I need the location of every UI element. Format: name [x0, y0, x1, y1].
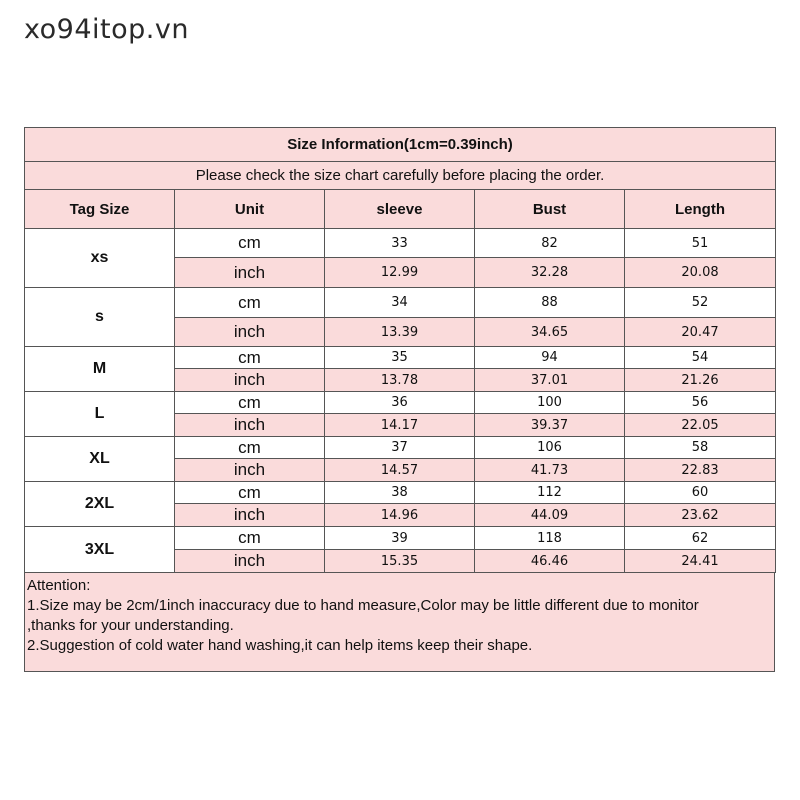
attention-box — [24, 573, 775, 672]
length-value-cell: 22.83 — [625, 459, 776, 482]
sleeve-value-cell: 14.17 — [325, 414, 475, 437]
size-row-cm — [25, 288, 776, 318]
bust-value-cell: 82 — [475, 229, 625, 258]
bust-value-cell: 118 — [475, 527, 625, 550]
bust-value-cell: 88 — [475, 288, 625, 318]
unit-cell: cm — [175, 229, 325, 258]
tag-size-cell: L — [25, 392, 175, 437]
attention-line-1: 1.Size may be 2cm/1inch inaccuracy due to hand measure,Color may be little different due to monitor — [27, 597, 699, 614]
bust-value-cell: 106 — [475, 437, 625, 459]
unit-cell: inch — [175, 459, 325, 482]
length-value-cell: 54 — [625, 347, 776, 369]
sleeve-value-cell: 13.39 — [325, 318, 475, 347]
length-value-cell: 60 — [625, 482, 776, 504]
unit-cell: inch — [175, 318, 325, 347]
sleeve-value-cell: 12.99 — [325, 258, 475, 288]
unit-cell: cm — [175, 392, 325, 414]
bust-value-cell: 44.09 — [475, 504, 625, 527]
bust-value-cell: 94 — [475, 347, 625, 369]
unit-cell: cm — [175, 437, 325, 459]
unit-cell: cm — [175, 527, 325, 550]
length-value-cell: 20.47 — [625, 318, 776, 347]
bust-value-cell: 32.28 — [475, 258, 625, 288]
sleeve-value-cell: 33 — [325, 229, 475, 258]
tag-size-cell: s — [25, 288, 175, 347]
header-row — [25, 190, 776, 229]
bust-value-cell: 41.73 — [475, 459, 625, 482]
bust-value-cell: 46.46 — [475, 550, 625, 573]
length-value-cell: 51 — [625, 229, 776, 258]
tag-size-cell: XL — [25, 437, 175, 482]
length-value-cell: 52 — [625, 288, 776, 318]
watermark: xo94itop.vn — [24, 14, 189, 45]
length-value-cell: 24.41 — [625, 550, 776, 573]
header-sleeve: sleeve — [325, 190, 475, 229]
sleeve-value-cell: 39 — [325, 527, 475, 550]
header-tag-size: Tag Size — [25, 190, 175, 229]
sleeve-value-cell: 37 — [325, 437, 475, 459]
tag-size-cell: 3XL — [25, 527, 175, 573]
size-row-cm — [25, 482, 776, 504]
unit-cell: cm — [175, 288, 325, 318]
attention-line-2: ,thanks for your understanding. — [27, 617, 234, 634]
sleeve-value-cell: 36 — [325, 392, 475, 414]
unit-cell: cm — [175, 347, 325, 369]
unit-cell: inch — [175, 258, 325, 288]
unit-cell: inch — [175, 504, 325, 527]
size-row-cm — [25, 437, 776, 459]
size-table — [24, 127, 776, 573]
attention-heading: Attention: — [27, 577, 91, 594]
size-row-cm — [25, 229, 776, 258]
sleeve-value-cell: 14.57 — [325, 459, 475, 482]
sleeve-value-cell: 38 — [325, 482, 475, 504]
unit-cell: inch — [175, 369, 325, 392]
bust-value-cell: 100 — [475, 392, 625, 414]
unit-cell: inch — [175, 550, 325, 573]
sleeve-value-cell: 35 — [325, 347, 475, 369]
size-chart — [24, 127, 775, 672]
sleeve-value-cell: 14.96 — [325, 504, 475, 527]
length-value-cell: 22.05 — [625, 414, 776, 437]
sleeve-value-cell: 15.35 — [325, 550, 475, 573]
size-row-cm — [25, 347, 776, 369]
length-value-cell: 56 — [625, 392, 776, 414]
bust-value-cell: 112 — [475, 482, 625, 504]
tag-size-cell: xs — [25, 229, 175, 288]
unit-cell: inch — [175, 414, 325, 437]
length-value-cell: 21.26 — [625, 369, 776, 392]
length-value-cell: 23.62 — [625, 504, 776, 527]
size-row-cm — [25, 527, 776, 550]
tag-size-cell: M — [25, 347, 175, 392]
tag-size-cell: 2XL — [25, 482, 175, 527]
header-unit: Unit — [175, 190, 325, 229]
sleeve-value-cell: 13.78 — [325, 369, 475, 392]
bust-value-cell: 37.01 — [475, 369, 625, 392]
size-table-body — [25, 128, 776, 573]
table-title: Size Information(1cm=0.39inch) — [25, 128, 776, 162]
length-value-cell: 58 — [625, 437, 776, 459]
length-value-cell: 20.08 — [625, 258, 776, 288]
bust-value-cell: 39.37 — [475, 414, 625, 437]
header-bust: Bust — [475, 190, 625, 229]
header-length: Length — [625, 190, 776, 229]
length-value-cell: 62 — [625, 527, 776, 550]
size-row-cm — [25, 392, 776, 414]
sleeve-value-cell: 34 — [325, 288, 475, 318]
attention-line-3: 2.Suggestion of cold water hand washing,it can help items keep their shape. — [27, 637, 533, 654]
unit-cell: cm — [175, 482, 325, 504]
bust-value-cell: 34.65 — [475, 318, 625, 347]
table-note: Please check the size chart carefully before placing the order. — [25, 162, 776, 190]
